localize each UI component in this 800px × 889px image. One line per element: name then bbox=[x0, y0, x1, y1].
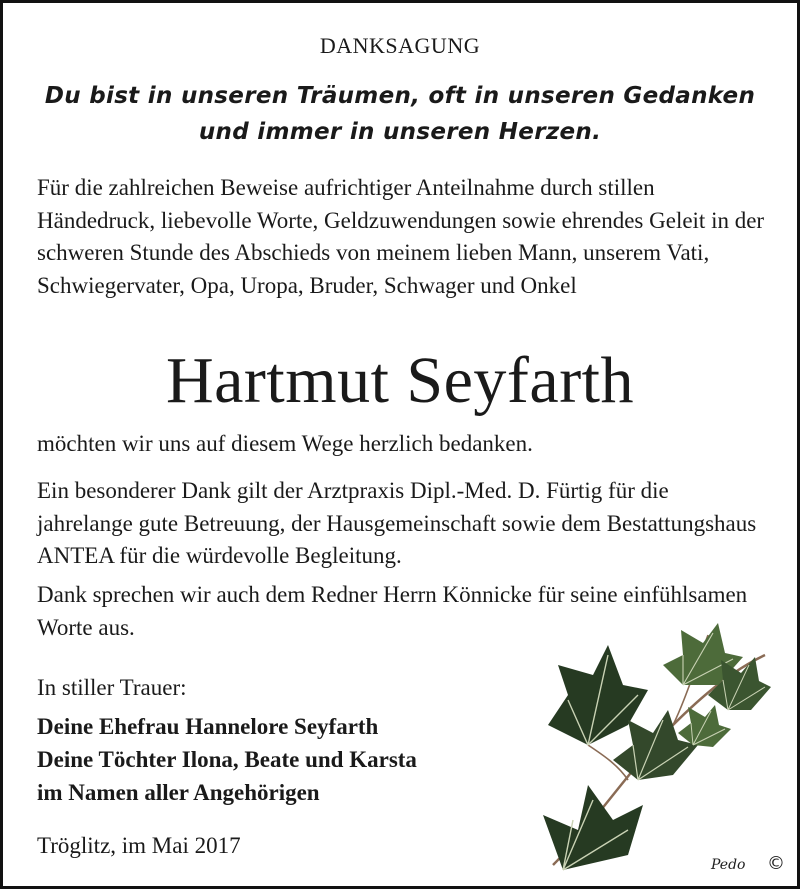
illustrator-credit: Pedo bbox=[711, 857, 746, 873]
place-date: Tröglitz, im Mai 2017 bbox=[37, 833, 241, 858]
special-thanks-paragraph: Ein besonderer Dank gilt der Arztpraxis Dipl.-Med. D. Fürtig für die jahrelange gute Betreuung, der Hausgemeinschaft sowie dem Bestattungshaus ANTEA für die würdevolle Begleitung. bbox=[37, 478, 757, 568]
motto-line-1: Du bist in unseren Träumen, oft in unseren Gedanken bbox=[44, 83, 756, 109]
signatory-line: Deine Ehefrau Hannelore Seyfarth bbox=[37, 714, 379, 739]
motto-line-2: und immer in unseren Herzen. bbox=[198, 119, 602, 145]
signatory-line: im Namen aller Angehörigen bbox=[37, 780, 320, 805]
notice-heading: DANKSAGUNG bbox=[319, 33, 481, 58]
thanks-paragraph: möchten wir uns auf diesem Wege herzlich bedanken. bbox=[37, 431, 533, 456]
speaker-thanks-paragraph: Dank sprechen wir auch dem Redner Herrn Könnicke für seine einfühlsamen Worte aus. bbox=[37, 582, 748, 640]
copyright-icon: © bbox=[767, 853, 785, 874]
ivy-leaf-icon bbox=[543, 785, 643, 870]
intro-paragraph: Für die zahlreichen Beweise aufrichtiger Anteilnahme durch stillen Händedruck, liebevolle Worte, Geldzuwendungen sowie ehrendes Geleit in der schweren Stunde des Abschieds von meinem lieben Mann, unserem Vati, Schwiegervater, Opa, Uropa, Bruder, Schwager und Onkel bbox=[37, 175, 765, 298]
mourning-line: In stiller Trauer: bbox=[37, 675, 187, 700]
ivy-illustration bbox=[533, 615, 773, 875]
deceased-name: Hartmut Seyfarth bbox=[165, 344, 635, 417]
signatory-line: Deine Töchter Ilona, Beate und Karsta bbox=[37, 747, 417, 772]
